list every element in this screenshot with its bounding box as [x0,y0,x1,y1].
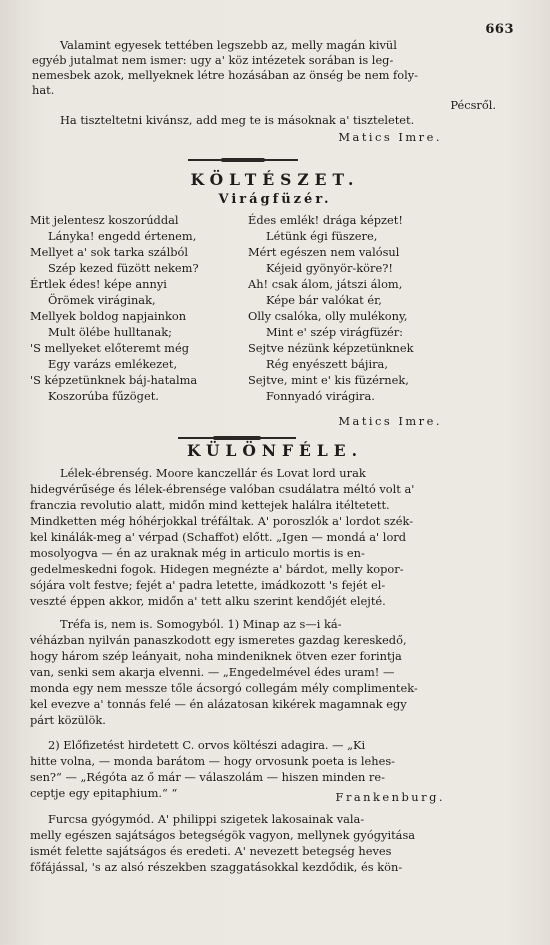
poem-signature: Matics Imre. [338,414,442,428]
article-line: veszté éppen akkor, midőn a' tett alku szerint kendőjét elejté. [30,594,386,608]
poem-line: Örömek viráginak, [48,293,156,307]
article-line: Mindketten még hóhérjokkal tréfáltak. A' poroszlók a' lordot szék- [30,514,414,528]
poem-line: Édes emlék! drága képzet! [248,213,403,227]
poem-line: Mért egészen nem valósul [248,245,400,259]
intro-signature: Matics Imre. [338,130,442,144]
poem-line: Létünk égi füszere, [266,229,378,243]
poem-line: Értlek édes! képe annyi [30,277,167,291]
poem-line: Mit jelentesz koszorúddal [30,213,179,227]
intro-line: Valamint egyesek tettében legszebb az, melly magán kivül [60,38,397,52]
article-line: mosolyogva — én az uraknak még in articulo mortis is en- [30,546,365,560]
poem-line: Szép kezed füzött nekem? [48,261,199,275]
poem-line: Mellyek boldog napjainkon [30,309,187,323]
section-heading-kulonfele: KÜLÖNFÉLE. [187,441,363,460]
article-line: kel kinálák-meg a' vérpad (Schaffot) előtt. „Igen — mondá a' lord [30,530,407,544]
poem-line: Rég enyészett bájira, [266,357,388,371]
article-signature: Frankenburg. [335,790,445,804]
article-line: sen?“ — „Régóta az ő már — válaszolám — hiszen minden re- [30,770,385,784]
poem-line: Lányka! engedd értenem, [48,229,197,243]
intro-line: Ha tiszteltetni kivánsz, add meg te is másoknak a' tiszteletet. [60,113,415,127]
poem-right-column [248,212,414,404]
poem-line: Sejtve, mint e' kis füzérnek, [248,373,409,387]
article-line: Furcsa gyógymód. A' philippi szigetek lakosainak vala- [48,812,365,826]
poem-line: Olly csalóka, olly mulékony, [248,309,408,323]
poem-line: Sejtve nézünk képzetünknek [248,341,414,355]
intro-line: nemesbek azok, mellyeknek létre hozásában az önség be nem foly- [32,68,419,82]
article-line: van, senki sem akarja elvenni. — „Engedelmével édes uram! — [30,665,395,679]
section-divider [188,159,298,161]
article-line: Tréfa is, nem is. Somogyból. 1) Minap az s—i ká- [60,617,342,631]
article-line: ceptje egy epitaphium.“ “ [30,786,178,800]
article-line: 2) Előfizetést hirdetett C. orvos költészi adagira. — „Ki [48,738,366,752]
poem-line: Képe bár valókat ér, [266,293,382,307]
poem-line: Egy varázs emlékezet, [48,357,178,371]
poem-line: 'S képzetünknek báj-hatalma [30,373,198,387]
article-line: véházban nyilván panaszkodott egy ismeretes gazdag kereskedő, [30,633,407,647]
poem-line: Mult ölébe hulltanak; [48,325,172,339]
poem-line: 'S mellyeket előteremt még [30,341,189,355]
poem-line: Koszorúba fűzöget. [48,389,159,403]
article-line: melly egészen sajátságos betegségök vagyon, mellynek gyógyitása [30,828,416,842]
section-divider [178,437,296,439]
poem-left-column [30,212,199,404]
poem-line: Kéjeid gyönyör-köre?! [266,261,393,275]
poem-line: Mint e' szép virágfüzér: [266,325,404,339]
article-line: monda egy nem messze tőle ácsorgó collegám mély complimentek- [30,681,418,695]
intro-line: hat. [32,83,55,97]
article-line: Lélek-ébrenség. Moore kanczellár és Lovat lord urak [60,466,366,480]
article-line: franczia revolutio alatt, midőn mind kettejek halálra itéltetett. [30,498,390,512]
article-line: kel evezve a' tonnás felé — én alázatosan kikérek magamnak egy [30,697,407,711]
poem-line: Ah! csak álom, játszi álom, [248,277,403,291]
section-heading-kolteszet: KÖLTÉSZET. [190,170,360,189]
article-line: gedelmeskedni fogok. Hidegen megnézte a' bárdot, melly kopor- [30,562,404,576]
page-number: 663 [485,22,514,37]
article-line: sójára volt festve; fejét a' padra letette, imádkozott 's fejét el- [30,578,386,592]
article-line: ismét felette sajátságos és eredeti. A' nevezett betegség heves [30,844,392,858]
poem-line: Fonnyadó virágira. [266,389,375,403]
article-line: főfájással, 's az alsó részekben szaggatásokkal kezdődik, és kön- [30,860,403,874]
place-signature: Pécsről. [450,98,496,112]
article-line: hitte volna, — monda barátom — hogy orvosunk poeta is lehes- [30,754,396,768]
poem-line: Mellyet a' sok tarka szálból [30,245,189,259]
article-line: hidegvérűsége és lélek-ébrensége valóban csudálatra méltó volt a' [30,482,415,496]
article-line: hogy három szép leányait, noha mindeniknek ötven ezer forintja [30,649,402,663]
intro-line: egyéb jutalmat nem ismer: ugy a' köz intézetek sorában is leg- [32,53,394,67]
article-line: párt közülök. [30,713,106,727]
poem-title: Virágfüzér. [218,192,332,207]
